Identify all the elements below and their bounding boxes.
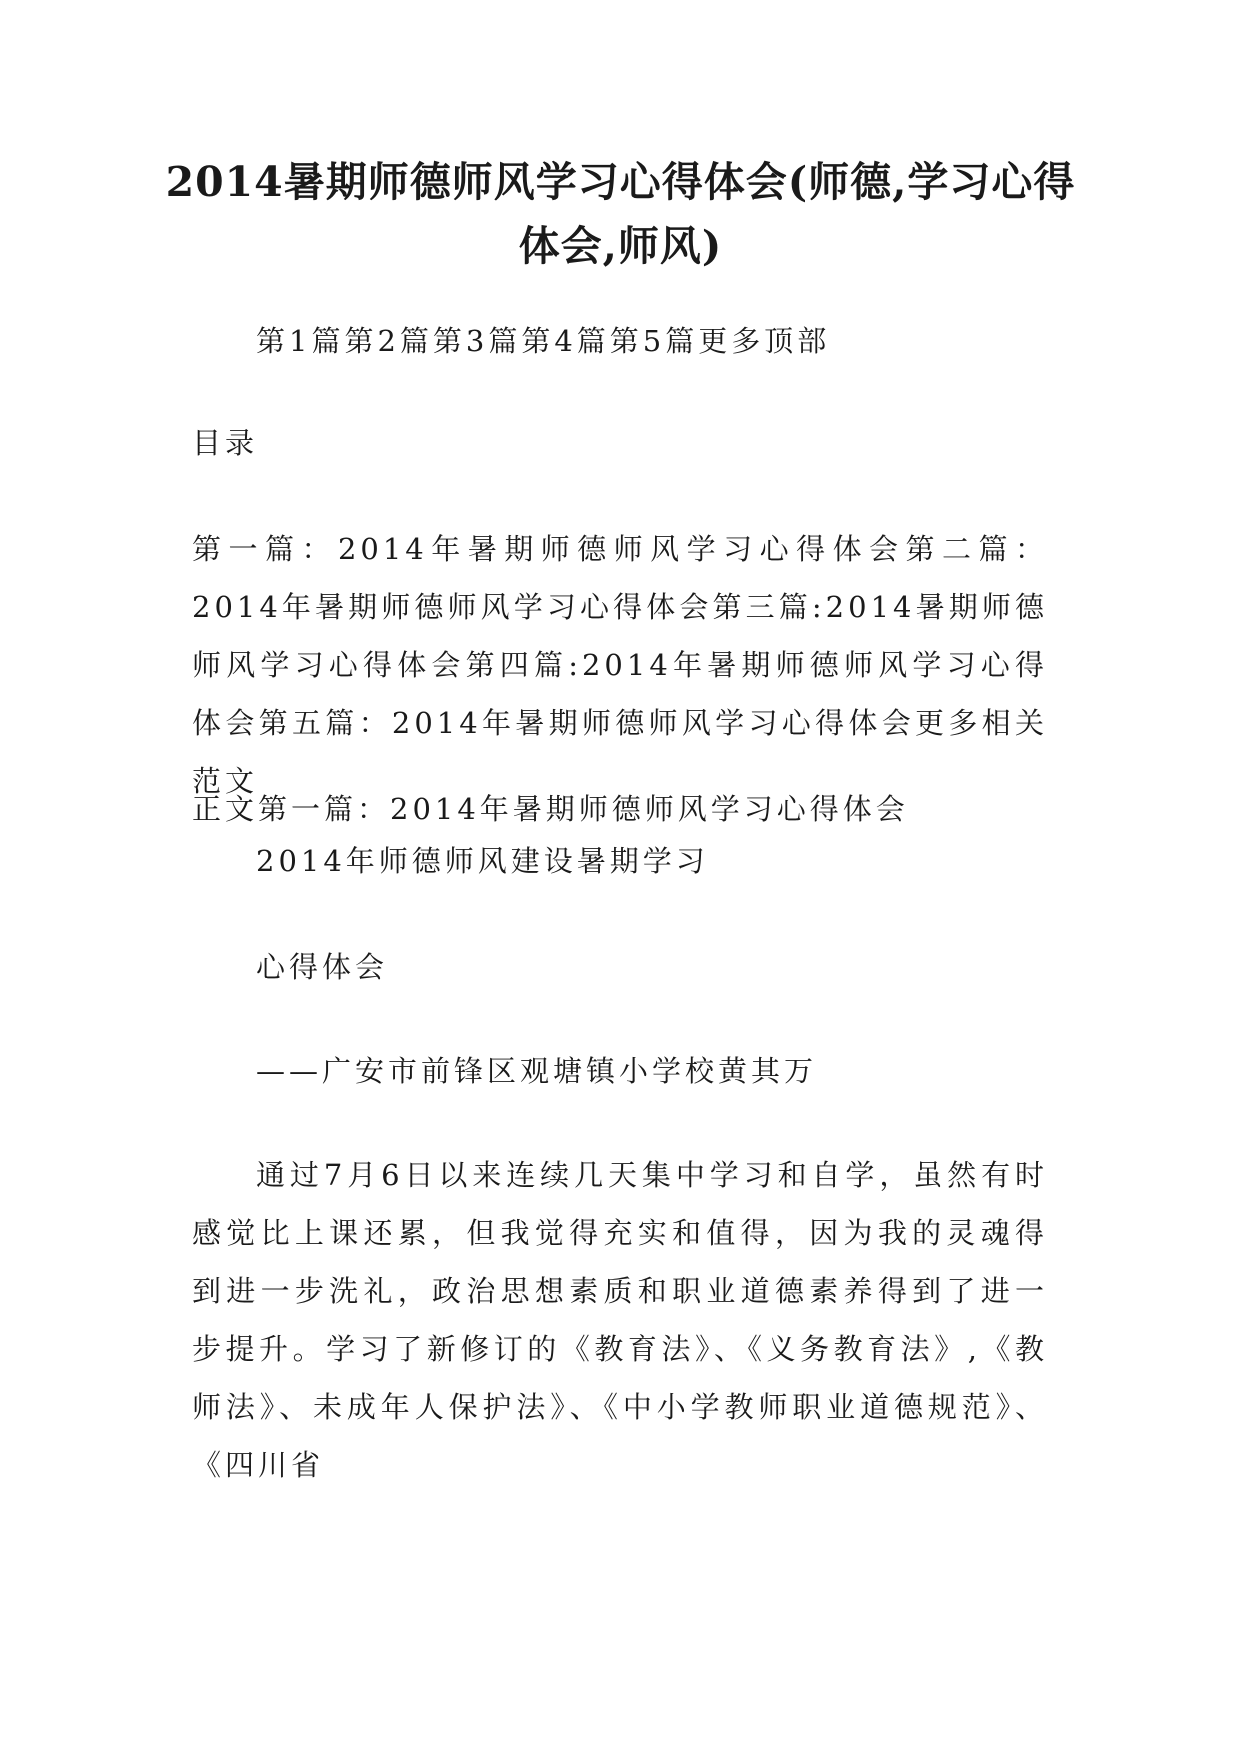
body-paragraph: 通过7月6日以来连续几天集中学习和自学，虽然有时感觉比上课还累，但我觉得充实和值得，因为我的灵魂得到进一步洗礼，政治思想素质和职业道德素养得到了进一步提升。学习了新修订的《教育法》、《义务教育法》,《教师法》、未成年人保护法》、《中小学教师职业道德规范》、《四川省 <box>192 1158 1048 1482</box>
toc-heading: 目录 <box>192 426 259 460</box>
section-heading: 正文第一篇：2014年暑期师德师风学习心得体会 <box>192 792 909 826</box>
document-title: 2014暑期师德师风学习心得体会(师德,学习心得体会,师风) <box>165 158 1076 270</box>
toc-entries: 第一篇：2014年暑期师德师风学习心得体会第二篇：2014年暑期师德师风学习心得体会第三篇:2014暑期师德师风学习心得体会第四篇:2014年暑期师德师风学习心得体会第五篇：2014年暑期师德师风学习心得体会更多相关范文 <box>192 532 1048 798</box>
article-subtitle-2: 心得体会 <box>256 950 389 984</box>
author-line: ——广安市前锋区观塘镇小学校黄其万 <box>256 1054 818 1088</box>
article-subtitle: 2014年师德师风建设暑期学习 <box>256 844 709 878</box>
article-nav-links: 第1篇第2篇第3篇第4篇第5篇更多顶部 <box>256 324 831 358</box>
